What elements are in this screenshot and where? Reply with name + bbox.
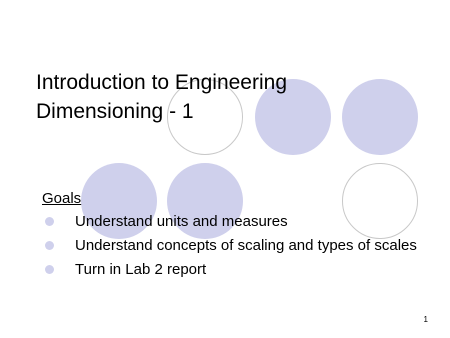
bullet-icon: [45, 241, 54, 250]
list-item-text: Understand units and measures: [75, 213, 288, 230]
bullet-icon: [45, 265, 54, 274]
goals-list: [42, 212, 432, 284]
page-number: 1: [423, 315, 428, 324]
slide-title: Introduction to Engineering Dimensioning - 1: [36, 71, 288, 123]
list-item-text: Understand concepts of scaling and types of scales: [75, 237, 417, 254]
list-item: [42, 236, 432, 255]
list-item-text: Turn in Lab 2 report: [75, 261, 207, 278]
goals-heading: Goals: [42, 190, 82, 207]
list-item: [42, 212, 432, 231]
list-item: [42, 260, 432, 279]
bullet-icon: [45, 217, 54, 226]
